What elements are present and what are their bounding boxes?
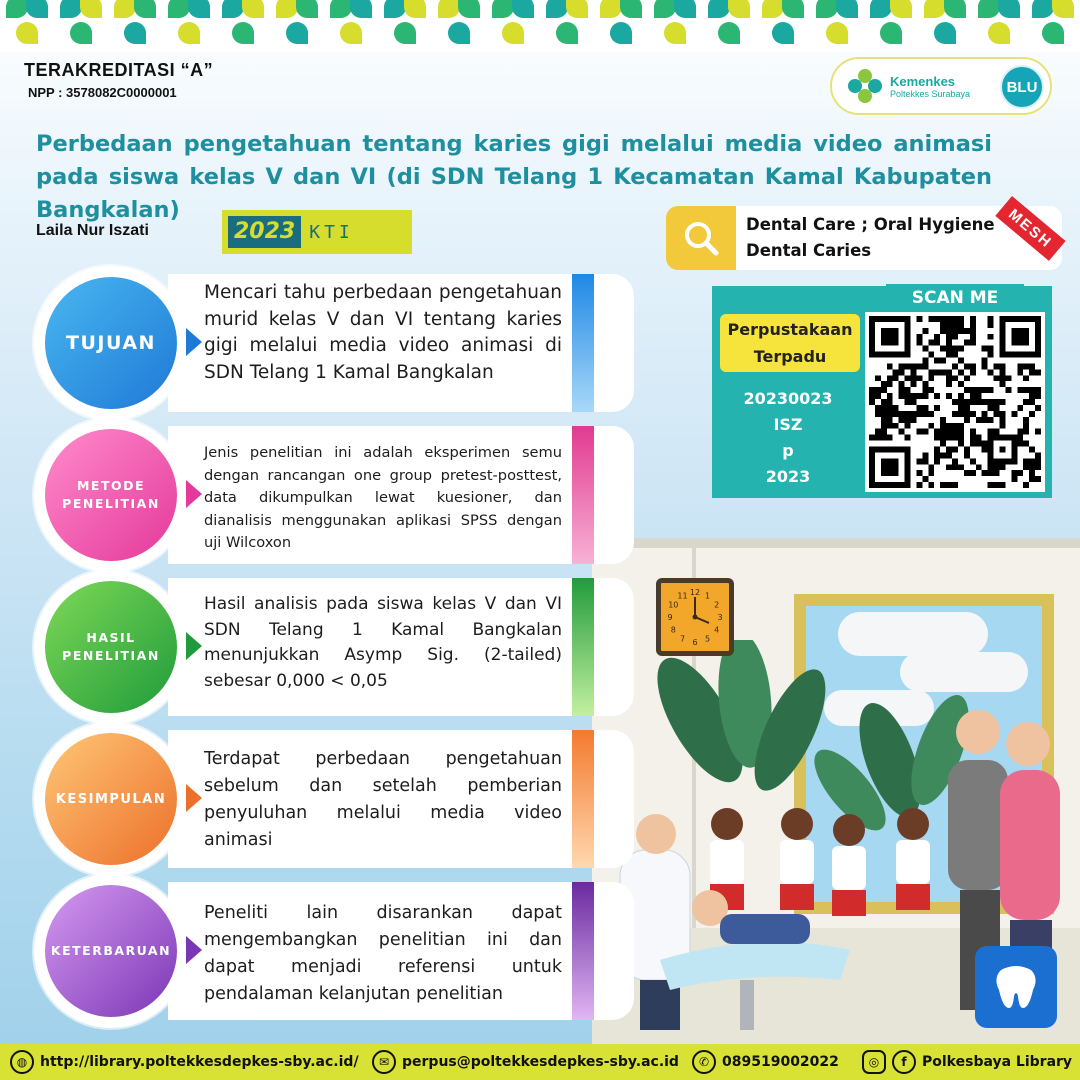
search-icon xyxy=(666,206,736,270)
logo-subtitle: Poltekkes Surabaya xyxy=(890,88,971,99)
mesh-ribbon: MESH xyxy=(995,196,1065,261)
section-text-metode: Jenis penelitian ini adalah eksperimen semu dengan rancangan one group pretest-posttest, data dikumpulkan lewat kuesioner, dan dianalisis menggunakan aplikasi SPSS dengan uji Wilcoxon xyxy=(204,444,562,551)
section-accent-bar xyxy=(572,274,594,412)
clock-number: 9 xyxy=(667,613,673,622)
tooth-icon xyxy=(975,946,1057,1028)
section-label: KESIMPULAN xyxy=(55,791,167,807)
facebook-icon: f xyxy=(892,1050,916,1074)
call-number-line: p xyxy=(782,441,794,460)
clock-number: 10 xyxy=(668,600,679,610)
kemenkes-logo-box xyxy=(830,57,1052,115)
section-badge-kesimpulan xyxy=(34,722,188,876)
mesh-keyword-line2: Dental Caries xyxy=(746,241,872,260)
clock-number: 12 xyxy=(689,588,701,597)
clock-number: 2 xyxy=(714,600,720,610)
clock-number: 3 xyxy=(717,613,723,622)
whatsapp-icon: ✆ xyxy=(692,1050,716,1074)
kemenkes-logo-icon xyxy=(848,69,882,103)
clock-number: 6 xyxy=(692,638,698,647)
instagram-icon: ◎ xyxy=(862,1050,886,1074)
top-decorative-border xyxy=(0,0,1080,52)
section-text-kesimpulan: Terdapat perbedaan pengetahuan sebelum dan setelah pemberian penyuluhan melalui media video animasi xyxy=(204,749,562,850)
section-card-hasil xyxy=(168,578,634,716)
section-accent-bar xyxy=(572,730,594,868)
clock-number: 11 xyxy=(677,591,688,601)
section-label-line: PENELITIAN xyxy=(62,648,160,663)
section-card-tujuan xyxy=(168,274,634,412)
section-text-tujuan: Mencari tahu perbedaan pengetahuan murid kelas V dan VI tentang karies gigi melalui media video animasi di SDN Telang 1 Kamal Bangkalan xyxy=(204,282,562,383)
email-icon: ✉ xyxy=(372,1050,396,1074)
call-number-line: ISZ xyxy=(773,415,803,434)
section-label-line: METODE xyxy=(76,477,146,493)
globe-icon: ◍ xyxy=(10,1050,34,1074)
section-card-metode xyxy=(168,426,634,564)
social-link[interactable]: ◎ f Polkesbaya Library xyxy=(862,1050,1072,1074)
wall-clock-icon xyxy=(656,578,734,656)
blu-badge: BLU xyxy=(1000,65,1044,109)
accreditation-block xyxy=(24,60,213,100)
section-card-kesimpulan xyxy=(168,730,634,868)
section-label-line: PENELITIAN xyxy=(62,496,160,511)
qr-code[interactable] xyxy=(865,312,1045,492)
clock-number: 1 xyxy=(704,591,711,601)
npp-number: NPP : 3578082C0000001 xyxy=(28,85,177,100)
section-label-line: HASIL xyxy=(86,629,136,645)
library-label-line1: Perpustakaan xyxy=(727,320,853,339)
section-card-keterbaruan xyxy=(168,882,634,1020)
email-link[interactable]: ✉ perpus@poltekkesdepkes-sby.ac.id xyxy=(372,1050,679,1074)
phone-link[interactable]: ✆ 089519002022 xyxy=(692,1050,839,1074)
section-text-keterbaruan: Peneliti lain disarankan dapat mengembangkan penelitian ini dan dapat menjadi referensi untuk pendalaman kelanjutan penelitian xyxy=(204,903,562,1004)
section-accent-bar xyxy=(572,426,594,564)
section-badge-metode xyxy=(34,418,188,572)
year-tag xyxy=(222,210,412,254)
section-text-hasil: Hasil analisis pada siswa kelas V dan VI SDN Telang 1 Kamal Bangkalan menunjukkan Asymp Sig. (2-tailed) sebesar 0,000 < 0,05 xyxy=(204,594,562,691)
clock-number: 4 xyxy=(714,625,720,635)
footer-bar xyxy=(0,1044,1080,1080)
page-title: Perbedaan pengetahuan tentang karies gigi melalui media video animasi pada siswa kelas V dan VI (di SDN Telang 1 Kecamatan Kamal Kabupaten Bangkalan) xyxy=(36,131,992,223)
document-type-label: KTI xyxy=(309,221,354,243)
clock-number: 7 xyxy=(679,634,686,644)
section-label: KETERBARUAN xyxy=(50,942,172,958)
call-number-line: 2023 xyxy=(765,467,811,486)
accreditation-label: TERAKREDITASI “A” xyxy=(24,60,214,80)
mesh-keyword-line1: Dental Care ; Oral Hygiene xyxy=(746,215,995,234)
section-accent-bar xyxy=(572,578,594,716)
library-label-line2: Terpadu xyxy=(753,347,827,366)
call-number-line: 20230023 xyxy=(743,389,833,408)
section-badge-tujuan xyxy=(34,266,188,420)
clock-number: 5 xyxy=(704,634,711,644)
section-badge-keterbaruan xyxy=(34,874,188,1028)
section-badge-hasil xyxy=(34,570,188,724)
section-label: TUJUAN xyxy=(66,331,156,354)
section-accent-bar xyxy=(572,882,594,1020)
author-name: Laila Nur Iszati xyxy=(36,222,149,239)
logo-name: Kemenkes xyxy=(890,73,956,89)
clock-number: 8 xyxy=(670,625,676,635)
library-label xyxy=(720,314,860,372)
year-label: 2023 xyxy=(228,216,301,248)
scan-me-label: SCAN ME xyxy=(886,284,1024,312)
call-number xyxy=(720,386,856,490)
website-link[interactable]: ◍ http://library.poltekkesdepkes-sby.ac.id/ xyxy=(10,1050,359,1074)
